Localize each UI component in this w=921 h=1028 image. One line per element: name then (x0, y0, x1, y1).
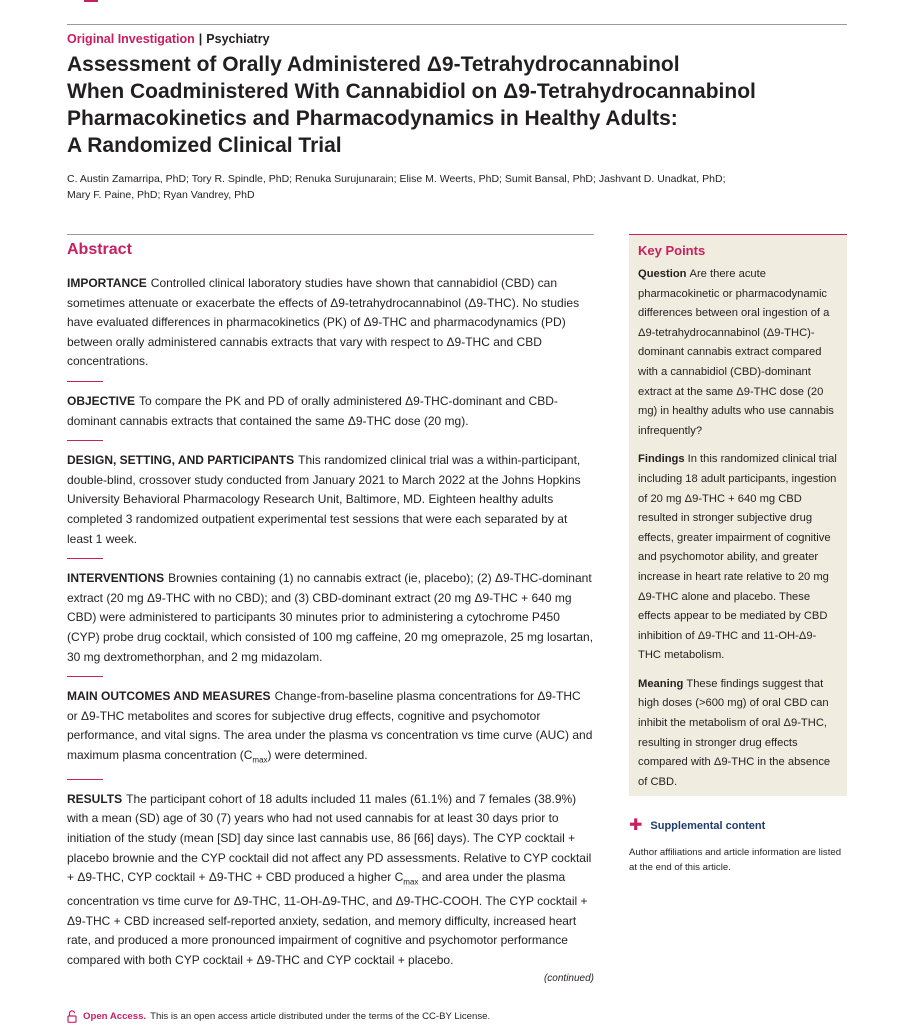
section-divider (67, 440, 103, 441)
key-point-text: Are there acute pharmacokinetic or pharmacodynamic differences between oral ingestion of a Δ9-tetrahydrocannabinol (Δ9-THC)-dominant cannabis extract compared with a cannabidiol (CBD)-dominant extract at the same Δ9-THC dose (20 mg) in healthy adults who use cannabis infrequently? (638, 268, 834, 437)
abstract-objective (67, 392, 594, 431)
affiliations-note: Author affiliations and article information are listed at the end of this article. (629, 847, 842, 873)
open-lock-icon (67, 1010, 77, 1023)
section-label: RESULTS (67, 791, 123, 806)
key-points-box (629, 234, 847, 796)
author-list (67, 171, 767, 203)
abstract-outcomes (67, 687, 594, 770)
cmax-subscript: max (252, 755, 268, 765)
abstract-interventions (67, 569, 594, 667)
abstract-results (67, 790, 594, 971)
article-type: Original Investigation (67, 32, 195, 46)
authors-line: Mary F. Paine, PhD; Ryan Vandrey, PhD (67, 189, 255, 201)
key-point-text: In this randomized clinical trial including 18 adult participants, ingestion of 20 mg Δ9-THC + 640 mg CBD resulted in stronger subjective drug effects, greater impairment of cognitive and psychomotor ability, and greater increase in heart rate relative to 20 mg Δ9-THC alone and placebo. These effects appear to be mediated by CBD inhibition of Δ9-THC and 11-OH-Δ9-THC metabolism. (638, 453, 837, 662)
key-points-heading: Key Points (638, 243, 706, 258)
abstract (67, 234, 594, 971)
cmax-subscript: max (403, 877, 419, 887)
abstract-top-rule (67, 234, 594, 235)
section-label: DESIGN, SETTING, AND PARTICIPANTS (67, 453, 295, 468)
section-text: Change-from-baseline plasma concentrations for Δ9-THC or Δ9-THC metabolites and scores for subjective drug effects, cognitive and psychomotor performance, and vital signs. The area under the plasma vs concentration vs time curve (AUC) and maximum plasma concentration $(C_{max})$ were determined. (67, 689, 593, 765)
category-separator: | (198, 32, 203, 46)
section-label: INTERVENTIONS (67, 571, 165, 586)
supplemental-content-link[interactable] (629, 818, 765, 834)
title-line: When Coadministered With Cannabidiol on Δ9-Tetrahydrocannabinol (67, 80, 756, 103)
open-access-label: Open Access. (83, 1011, 147, 1022)
abstract-design (67, 451, 594, 549)
section-label: MAIN OUTCOMES AND MEASURES (67, 689, 271, 704)
top-accent-mark (84, 0, 98, 2)
key-point-text: These findings suggest that high doses (>600 mg) of oral CBD can inhibit the metabolism of oral Δ9-THC, resulting in stronger drug effects compared with Δ9-THC in the absence of CBD. (638, 677, 831, 788)
plus-icon: ✚ (629, 817, 643, 834)
key-point-findings (638, 450, 838, 666)
key-point-label: Question (638, 268, 687, 280)
key-point-question (638, 265, 838, 441)
section-text: Brownies containing (1) no cannabis extract (ie, placebo); (2) Δ9-THC-dominant extract (20 mg Δ9-THC with no CBD); and (3) CBD-dominant extract (20 mg Δ9-THC + 640 mg CBD) were administered to participants 30 minutes prior to administering a cytochrome P450 (CYP) probe drug cocktail, which consisted of 100 mg caffeine, 20 mg omeprazole, 25 mg losartan, 30 mg dextromethorphan, and 2 mg midazolam. (67, 571, 594, 664)
section-divider (67, 676, 103, 677)
key-point-label: Findings (638, 453, 685, 466)
key-point-label: Meaning (638, 677, 684, 690)
article-section: Psychiatry (206, 32, 270, 46)
article-title (67, 51, 767, 159)
abstract-importance (67, 274, 594, 372)
section-text: The participant cohort of 18 adults included 11 males (61.1%) and 7 females (38.9%) with a mean (SD) age of 30 (7) years who had not used cannabis for at least 30 days prior to initiation of the study (mean [SD] day since last cannabis use, 86 [66] days). The CYP cocktail + placebo brownie and the CYP cocktail did not affect any PD assessments. Relative to CYP cocktail + Δ9-THC, CYP cocktail + Δ9-THC + CBD produced a higher $C_{max}$ and area under the plasma concentration vs time curve for Δ9-THC, 11-OH-Δ9-THC, and Δ9-THC-COOH. The CYP cocktail + Δ9-THC + CBD increased self-reported anxiety, sedation, and memory difficulty, increased heart rate, and produced a more pronounced impairment of cognitive and psychomotor performance compared with both CYP cocktail + Δ9-THC and CYP cocktail + placebo. (67, 791, 592, 967)
section-text: To compare the PK and PD of orally administered Δ9-THC-dominant and CBD-dominant cannabis extracts that contained the same Δ9-THC dose (20 mg). (67, 393, 558, 428)
continued-note: (continued) (543, 973, 594, 984)
section-divider (67, 779, 103, 780)
section-text: Controlled clinical laboratory studies have shown that cannabidiol (CBD) can sometimes attenuate or exacerbate the effects of Δ9-tetrahydrocannabinol (Δ9-THC). No studies have evaluated differences in pharmacokinetics (PK) of Δ9-THC and pharmacodynamics (PD) between orally administered cannabis extracts that vary with respect to Δ9-THC and CBD concentrations. (67, 276, 580, 369)
section-label: OBJECTIVE (67, 393, 136, 408)
section-label: IMPORTANCE (67, 276, 147, 290)
supplemental-label: Supplemental content (650, 820, 766, 832)
section-text: This randomized clinical trial was a within-participant, double-blind, crossover study conducted from January 2021 to March 2022 at the Johns Hopkins University Behavioral Pharmacology Research Unit, Baltimore, MD. Eighteen healthy adults completed 3 randomized outpatient experimental test sessions that were each separated by at least 1 week. (67, 453, 581, 546)
abstract-heading: Abstract (67, 241, 132, 258)
title-line: Pharmacokinetics and Pharmacodynamics in Healthy Adults: (67, 107, 678, 130)
key-point-meaning (638, 675, 838, 793)
open-access-footer (67, 1010, 490, 1023)
authors-line: C. Austin Zamarripa, PhD; Tory R. Spindle, PhD; Renuka Surujunarain; Elise M. Weerts, PhD; Sumit Bansal, PhD; Jashvant D. Unadkat, PhD; (67, 173, 726, 185)
title-line: Assessment of Orally Administered Δ9-Tetrahydrocannabinol (67, 53, 680, 76)
category-line (67, 32, 270, 46)
top-rule (67, 24, 847, 25)
section-divider (67, 558, 103, 559)
license-text: This is an open access article distributed under the terms of the CC-BY License. (150, 1011, 491, 1022)
title-line: A Randomized Clinical Trial (67, 134, 342, 157)
section-divider (67, 381, 103, 382)
